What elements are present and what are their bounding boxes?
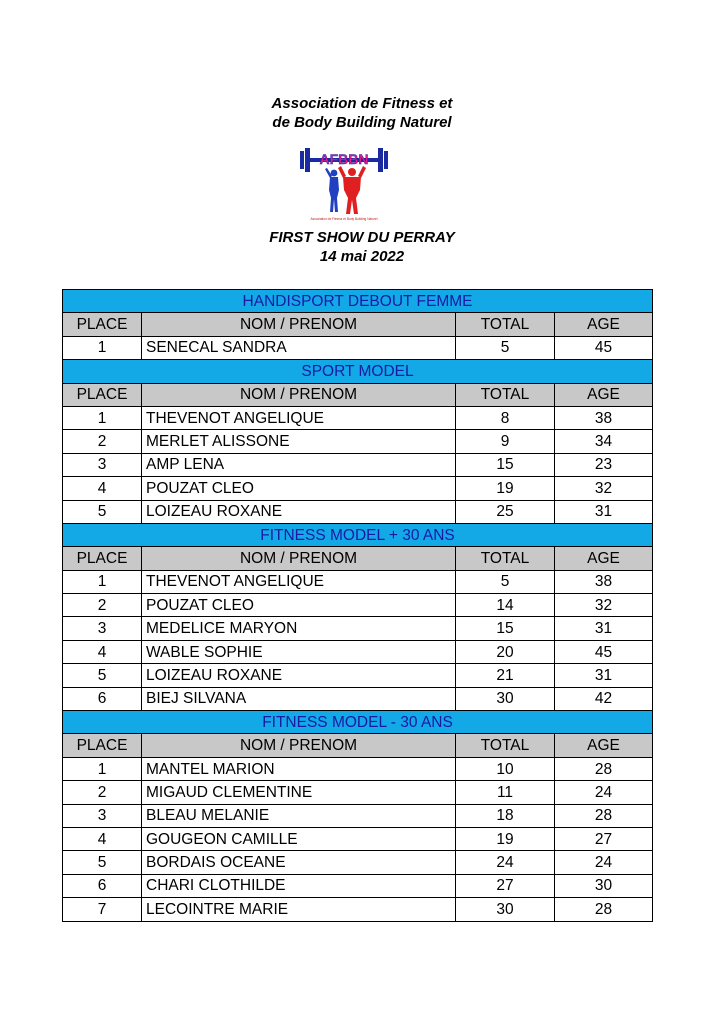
- age-cell: 28: [555, 757, 653, 780]
- table-row: [63, 500, 653, 523]
- age-cell: 28: [555, 804, 653, 827]
- column-header-row: [63, 313, 653, 336]
- name-cell: GOUGEON CAMILLE: [142, 827, 456, 850]
- total-cell: 24: [456, 851, 555, 874]
- place-cell: 1: [63, 570, 142, 593]
- table-row: [63, 664, 653, 687]
- name-column-header: NOM / PRENOM: [142, 734, 456, 757]
- total-column-header: TOTAL: [456, 313, 555, 336]
- name-cell: SENECAL SANDRA: [142, 336, 456, 359]
- name-column-header: NOM / PRENOM: [142, 313, 456, 336]
- place-cell: 3: [63, 617, 142, 640]
- total-cell: 30: [456, 687, 555, 710]
- place-cell: 2: [63, 430, 142, 453]
- table-row: [63, 874, 653, 897]
- results-table: [62, 289, 653, 922]
- place-cell: 1: [63, 336, 142, 359]
- age-cell: 24: [555, 781, 653, 804]
- event-heading: [0, 228, 724, 266]
- age-column-header: AGE: [555, 547, 653, 570]
- age-cell: 30: [555, 874, 653, 897]
- total-cell: 18: [456, 804, 555, 827]
- category-title: FITNESS MODEL + 30 ANS: [63, 523, 653, 546]
- total-cell: 10: [456, 757, 555, 780]
- name-cell: WABLE SOPHIE: [142, 640, 456, 663]
- name-cell: AMP LENA: [142, 453, 456, 476]
- table-row: [63, 430, 653, 453]
- total-cell: 19: [456, 827, 555, 850]
- age-cell: 24: [555, 851, 653, 874]
- category-title: FITNESS MODEL - 30 ANS: [63, 711, 653, 734]
- total-cell: 20: [456, 640, 555, 663]
- total-cell: 11: [456, 781, 555, 804]
- name-cell: LOIZEAU ROXANE: [142, 500, 456, 523]
- age-cell: 31: [555, 617, 653, 640]
- age-cell: 27: [555, 827, 653, 850]
- total-cell: 19: [456, 477, 555, 500]
- table-row: [63, 640, 653, 663]
- table-row: [63, 617, 653, 640]
- total-column-header: TOTAL: [456, 547, 555, 570]
- place-column-header: PLACE: [63, 547, 142, 570]
- name-cell: THEVENOT ANGELIQUE: [142, 406, 456, 429]
- event-date: 14 mai 2022: [319, 248, 405, 265]
- name-cell: POUZAT CLEO: [142, 594, 456, 617]
- total-cell: 15: [456, 453, 555, 476]
- table-row: [63, 570, 653, 593]
- place-cell: 4: [63, 477, 142, 500]
- total-column-header: TOTAL: [456, 734, 555, 757]
- total-cell: 5: [456, 336, 555, 359]
- age-cell: 38: [555, 406, 653, 429]
- category-header: [63, 711, 653, 734]
- total-cell: 15: [456, 617, 555, 640]
- name-column-header: NOM / PRENOM: [142, 383, 456, 406]
- name-cell: THEVENOT ANGELIQUE: [142, 570, 456, 593]
- table-row: [63, 594, 653, 617]
- place-cell: 7: [63, 898, 142, 921]
- age-cell: 23: [555, 453, 653, 476]
- table-row: [63, 827, 653, 850]
- table-row: [63, 406, 653, 429]
- name-cell: MERLET ALISSONE: [142, 430, 456, 453]
- table-row: [63, 453, 653, 476]
- place-cell: 6: [63, 874, 142, 897]
- table-row: [63, 898, 653, 921]
- name-cell: CHARI CLOTHILDE: [142, 874, 456, 897]
- place-cell: 2: [63, 594, 142, 617]
- name-cell: LECOINTRE MARIE: [142, 898, 456, 921]
- place-cell: 4: [63, 827, 142, 850]
- age-column-header: AGE: [555, 734, 653, 757]
- table-row: [63, 687, 653, 710]
- age-cell: 45: [555, 336, 653, 359]
- age-cell: 45: [555, 640, 653, 663]
- total-cell: 21: [456, 664, 555, 687]
- age-cell: 31: [555, 664, 653, 687]
- table-row: [63, 781, 653, 804]
- category-title: HANDISPORT DEBOUT FEMME: [63, 290, 653, 313]
- place-cell: 4: [63, 640, 142, 663]
- organization-name: [0, 94, 724, 132]
- name-cell: BORDAIS OCEANE: [142, 851, 456, 874]
- place-cell: 5: [63, 664, 142, 687]
- name-cell: MANTEL MARION: [142, 757, 456, 780]
- total-cell: 5: [456, 570, 555, 593]
- place-cell: 6: [63, 687, 142, 710]
- place-cell: 1: [63, 757, 142, 780]
- table-row: [63, 336, 653, 359]
- name-cell: POUZAT CLEO: [142, 477, 456, 500]
- category-title: SPORT MODEL: [63, 360, 653, 383]
- table-row: [63, 804, 653, 827]
- name-cell: BLEAU MELANIE: [142, 804, 456, 827]
- name-column-header: NOM / PRENOM: [142, 547, 456, 570]
- age-cell: 31: [555, 500, 653, 523]
- logo-lettering: AFBBN: [319, 151, 369, 167]
- total-cell: 27: [456, 874, 555, 897]
- total-cell: 8: [456, 406, 555, 429]
- place-cell: 3: [63, 804, 142, 827]
- category-header: [63, 523, 653, 546]
- category-header: [63, 360, 653, 383]
- category-header: [63, 290, 653, 313]
- organization-line-1: Association de Fitness et: [271, 95, 453, 112]
- age-cell: 34: [555, 430, 653, 453]
- place-cell: 3: [63, 453, 142, 476]
- name-cell: MIGAUD CLEMENTINE: [142, 781, 456, 804]
- place-cell: 2: [63, 781, 142, 804]
- age-cell: 32: [555, 477, 653, 500]
- age-cell: 38: [555, 570, 653, 593]
- total-cell: 25: [456, 500, 555, 523]
- name-cell: LOIZEAU ROXANE: [142, 664, 456, 687]
- place-cell: 1: [63, 406, 142, 429]
- organization-line-2: de Body Building Naturel: [272, 114, 452, 131]
- name-cell: BIEJ SILVANA: [142, 687, 456, 710]
- age-cell: 32: [555, 594, 653, 617]
- column-header-row: [63, 547, 653, 570]
- age-column-header: AGE: [555, 313, 653, 336]
- age-cell: 28: [555, 898, 653, 921]
- column-header-row: [63, 734, 653, 757]
- place-column-header: PLACE: [63, 313, 142, 336]
- place-column-header: PLACE: [63, 734, 142, 757]
- afbbn-logo: [294, 142, 394, 222]
- table-row: [63, 477, 653, 500]
- name-cell: MEDELICE MARYON: [142, 617, 456, 640]
- table-row: [63, 851, 653, 874]
- table-row: [63, 757, 653, 780]
- total-column-header: TOTAL: [456, 383, 555, 406]
- total-cell: 14: [456, 594, 555, 617]
- place-column-header: PLACE: [63, 383, 142, 406]
- age-column-header: AGE: [555, 383, 653, 406]
- place-cell: 5: [63, 500, 142, 523]
- logo-caption: Association de Fitness et Body Building Naturel: [310, 217, 378, 221]
- column-header-row: [63, 383, 653, 406]
- total-cell: 9: [456, 430, 555, 453]
- event-title: FIRST SHOW DU PERRAY: [269, 229, 455, 246]
- age-cell: 42: [555, 687, 653, 710]
- total-cell: 30: [456, 898, 555, 921]
- place-cell: 5: [63, 851, 142, 874]
